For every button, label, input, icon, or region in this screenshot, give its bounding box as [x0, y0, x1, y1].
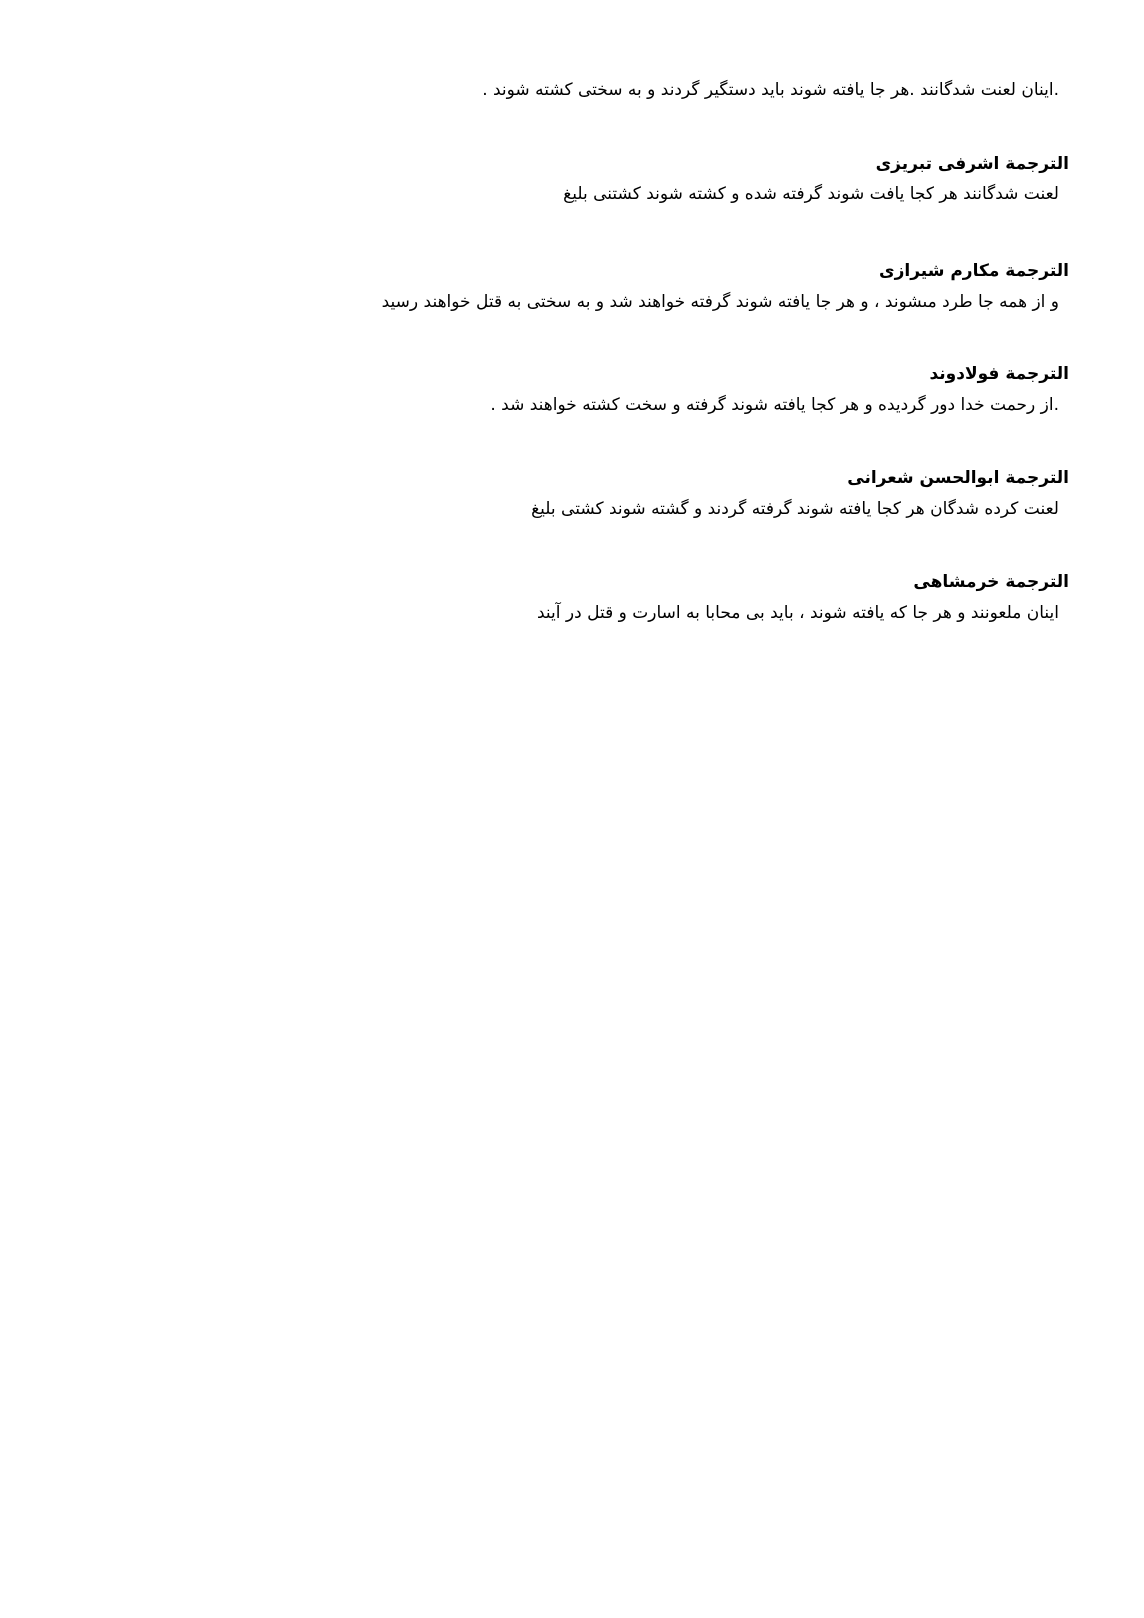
translation-text: اينان ملعونند و هر جا كه يافته شوند ، بايد بى محابا به اسارت و قتل در آيند: [537, 603, 1059, 623]
translation-heading: الترجمة خرمشاهى: [913, 572, 1069, 592]
translation-heading: الترجمة فولادوند: [929, 364, 1069, 384]
translation-heading: الترجمة ابوالحسن شعرانى: [847, 468, 1069, 488]
translation-heading: الترجمة مكارم شيرازى: [879, 261, 1069, 281]
intro-paragraph: .اينان لعنت شدگانند .هر جا يافته شوند بايد دستگير گردند و به سختى كشته شوند .: [482, 80, 1059, 100]
translation-text: و از همه جا طرد مى‏شوند ، و هر جا يافته شوند گرفته خواهند شد و به سختى به قتل خواهند رسيد: [381, 292, 1059, 312]
translation-heading: الترجمة اشرفى تبريزى: [875, 154, 1069, 174]
translation-text: .از رحمت خدا دور گرديده و هر كجا يافته شوند گرفته و سخت كشته خواهند شد .: [490, 395, 1059, 415]
translation-text: لعنت شدگانند هر كجا يافت شوند گرفته شده و كشته شوند كشتنى بليغ: [563, 184, 1059, 204]
translation-text: لعنت كرده شدگان هر كجا يافته شوند گرفته گردند و گشته شوند كشتى بليغ: [531, 499, 1059, 519]
